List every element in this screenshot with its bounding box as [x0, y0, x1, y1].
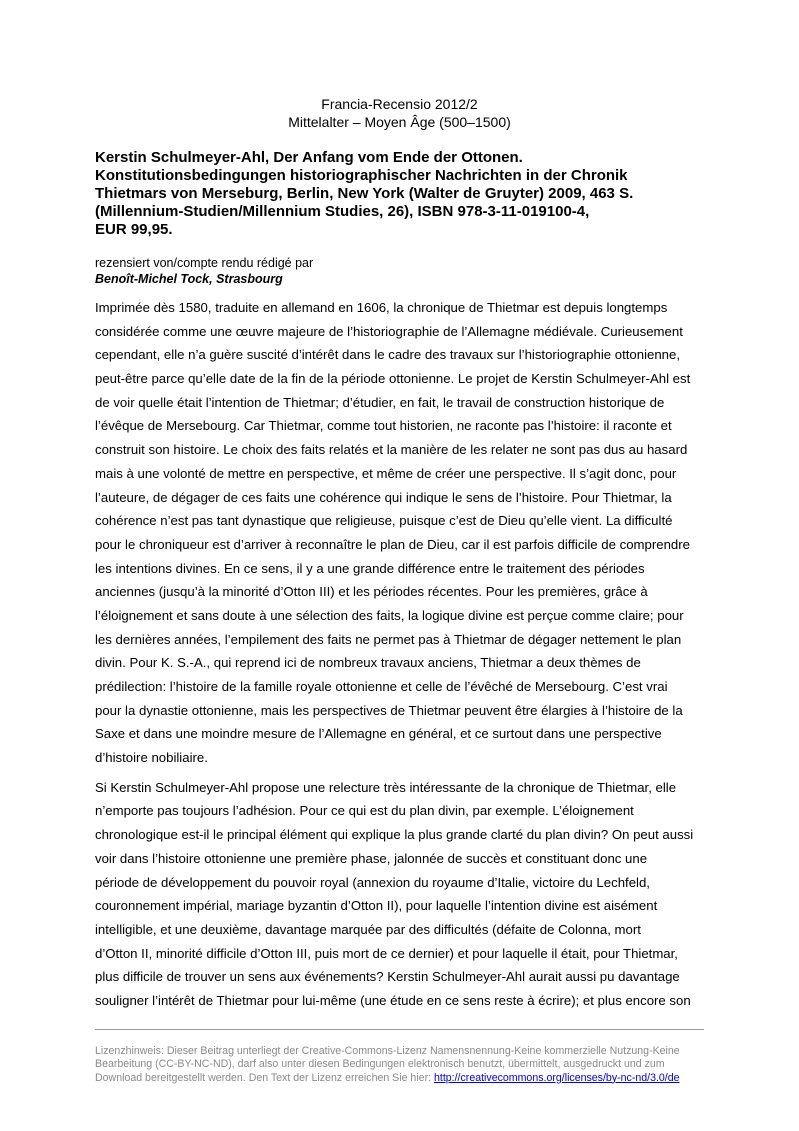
journal-issue: Francia-Recensio 2012/2: [321, 96, 478, 112]
license-text: Lizenzhinweis: Dieser Beitrag unterliegt der Creative-Commons-Lizenz Namensnennung-Keine kommerzielle Nutzung-Keine: [95, 1045, 680, 1057]
text-line: divin. Pour K. S.-A., qui reprend ici de nombreux travaux anciens, Thietmar a deux thèmes de: [95, 655, 641, 671]
title-line: (Millennium-Studien/Millennium Studies, 26), ISBN 978-3-11-019100-4,: [95, 203, 590, 220]
license-link[interactable]: http://creativecommons.org/licenses/by-nc-nd/3.0/de: [434, 1071, 680, 1084]
text-line: anciennes (jusqu’à la minorité d’Otton III) et les périodes récentes. Pour les premières, grâce à: [95, 584, 648, 600]
text-line: considérée comme une œuvre majeure de l’historiographie de l’Allemagne médiévale. Curieusement: [95, 323, 683, 339]
page-header: [0, 95, 799, 131]
text-line: couronnement impérial, mariage byzantin d’Otton II), pour laquelle l’intention divine est aisément: [95, 898, 658, 914]
text-line: de voir quelle était l’intention de Thietmar; d’étudier, en fait, le travail de construction historique de: [95, 394, 665, 410]
reviewed-by-label: rezensiert von/compte rendu rédigé par: [95, 256, 314, 270]
license-text: Download bereitgestellt werden. Den Text der Lizenz erreichen Sie hier:: [95, 1071, 434, 1084]
text-line: voir dans l’histoire ottonienne une première phase, jalonnée de succès et constituant donc une: [95, 850, 648, 866]
text-line: plus difficile de trouver un sens aux événements? Kerstin Schulmeyer-Ahl aurait aussi pu davantage: [95, 969, 680, 985]
license-text: Bearbeitung (CC-BY-NC-ND), darf also unter diesen Bedingungen elektronisch benutzt, übermittelt, ausgedruckt und zum: [95, 1058, 665, 1071]
text-line: l’éloignement et sans doute à une sélection des faits, la logique divine est perçue comme claire; pour: [95, 607, 684, 623]
text-line: souligner l’intérêt de Thietmar pour lui-même (une étude en ce sens reste à écrire); et plus encore son: [95, 992, 691, 1008]
text-line: chronologique est-il le principal élément qui explique la plus grande clarté du plan divin? On peut aussi: [95, 827, 694, 843]
text-line: l’auteure, de dégager de ces faits une cohérence qui indique le sens de l’histoire. Pour Thietmar, la: [95, 489, 672, 505]
license-text: [95, 1072, 715, 1085]
paragraph-2: [95, 776, 715, 1013]
text-line: les intentions divines. En ce sens, il y a une grande différence entre le traitement des périodes: [95, 560, 645, 576]
text-line: Imprimée dès 1580, traduite en allemand en 1606, la chronique de Thietmar est depuis longtemps: [95, 300, 668, 315]
title-line: EUR 99,95.: [95, 221, 173, 238]
paragraph-1: [95, 296, 715, 770]
text-line: cohérence n’est pas tant dynastique que religieuse, puisque c’est de Dieu qu’elle vient. La difficulté: [95, 513, 673, 529]
period-label: Mittelalter – Moyen Âge (500–1500): [288, 114, 511, 130]
footer-divider: [95, 1029, 704, 1030]
text-line: mais à une volonté de mettre en perspective, et même de créer une perspective. Il s’agit donc, pour: [95, 465, 677, 481]
text-line: d’histoire nobiliaire.: [95, 750, 208, 766]
license-footer: [95, 1045, 715, 1085]
text-line: pour le chroniqueur est d’arriver à reconnaître le plan de Dieu, car il est parfois difficile de comprendre: [95, 536, 690, 552]
text-line: pour la dynastie ottonienne, mais les perspectives de Thietmar peuvent être élargies à l’histoire de la: [95, 702, 683, 718]
text-line: cependant, elle n’a guère suscité d’intérêt dans le cadre des travaux sur l’historiographie ottonienne,: [95, 347, 681, 363]
text-line: construit son histoire. Le choix des faits relatés et la manière de les relater ne sont pas dus au hasard: [95, 442, 688, 458]
review-body: [95, 296, 715, 1013]
text-line: l’évêque de Mersebourg. Car Thietmar, comme tout historien, ne raconte pas l’histoire: il raconte et: [95, 418, 672, 434]
byline: [95, 255, 313, 287]
text-line: d’Otton II, minorité difficile d’Otton III, puis mort de ce dernier) et pour laquelle il était, pour Thietmar,: [95, 945, 678, 961]
text-line: prédilection: l’histoire de la famille royale ottonienne et celle de l’évêché de Mersebourg. C’est vrai: [95, 679, 668, 694]
text-line: Si Kerstin Schulmeyer-Ahl propose une relecture très intéressante de la chronique de Thietmar, elle: [95, 779, 677, 795]
title-line: Thietmars von Merseburg, Berlin, New York (Walter de Gruyter) 2009, 463 S.: [95, 185, 634, 202]
text-line: intelligible, et une deuxième, davantage marquée par des difficultés (défaite de Colonna, mort: [95, 921, 641, 937]
title-line: Konstitutionsbedingungen historiographischer Nachrichten in der Chronik: [95, 167, 628, 184]
review-title: [95, 149, 715, 239]
text-line: période de développement du pouvoir royal (annexion du royaume d’Italie, victoire du Lechfeld,: [95, 874, 650, 890]
text-line: n’emporte pas toujours l’adhésion. Pour ce qui est du plan divin, par exemple. L’éloignement: [95, 803, 634, 819]
text-line: Saxe et dans une moindre mesure de l’Allemagne en général, et ce surtout dans une perspective: [95, 726, 662, 742]
title-line: Kerstin Schulmeyer-Ahl, Der Anfang vom Ende der Ottonen.: [95, 149, 523, 166]
reviewer-name: Benoît-Michel Tock, Strasbourg: [95, 272, 283, 286]
text-line: les dernières années, l’empilement des faits ne permet pas à Thietmar de dégager nettement le plan: [95, 631, 682, 647]
text-line: peut-être parce qu’elle date de la fin de la période ottonienne. Le projet de Kerstin Schulmeyer-Ahl est: [95, 371, 691, 387]
